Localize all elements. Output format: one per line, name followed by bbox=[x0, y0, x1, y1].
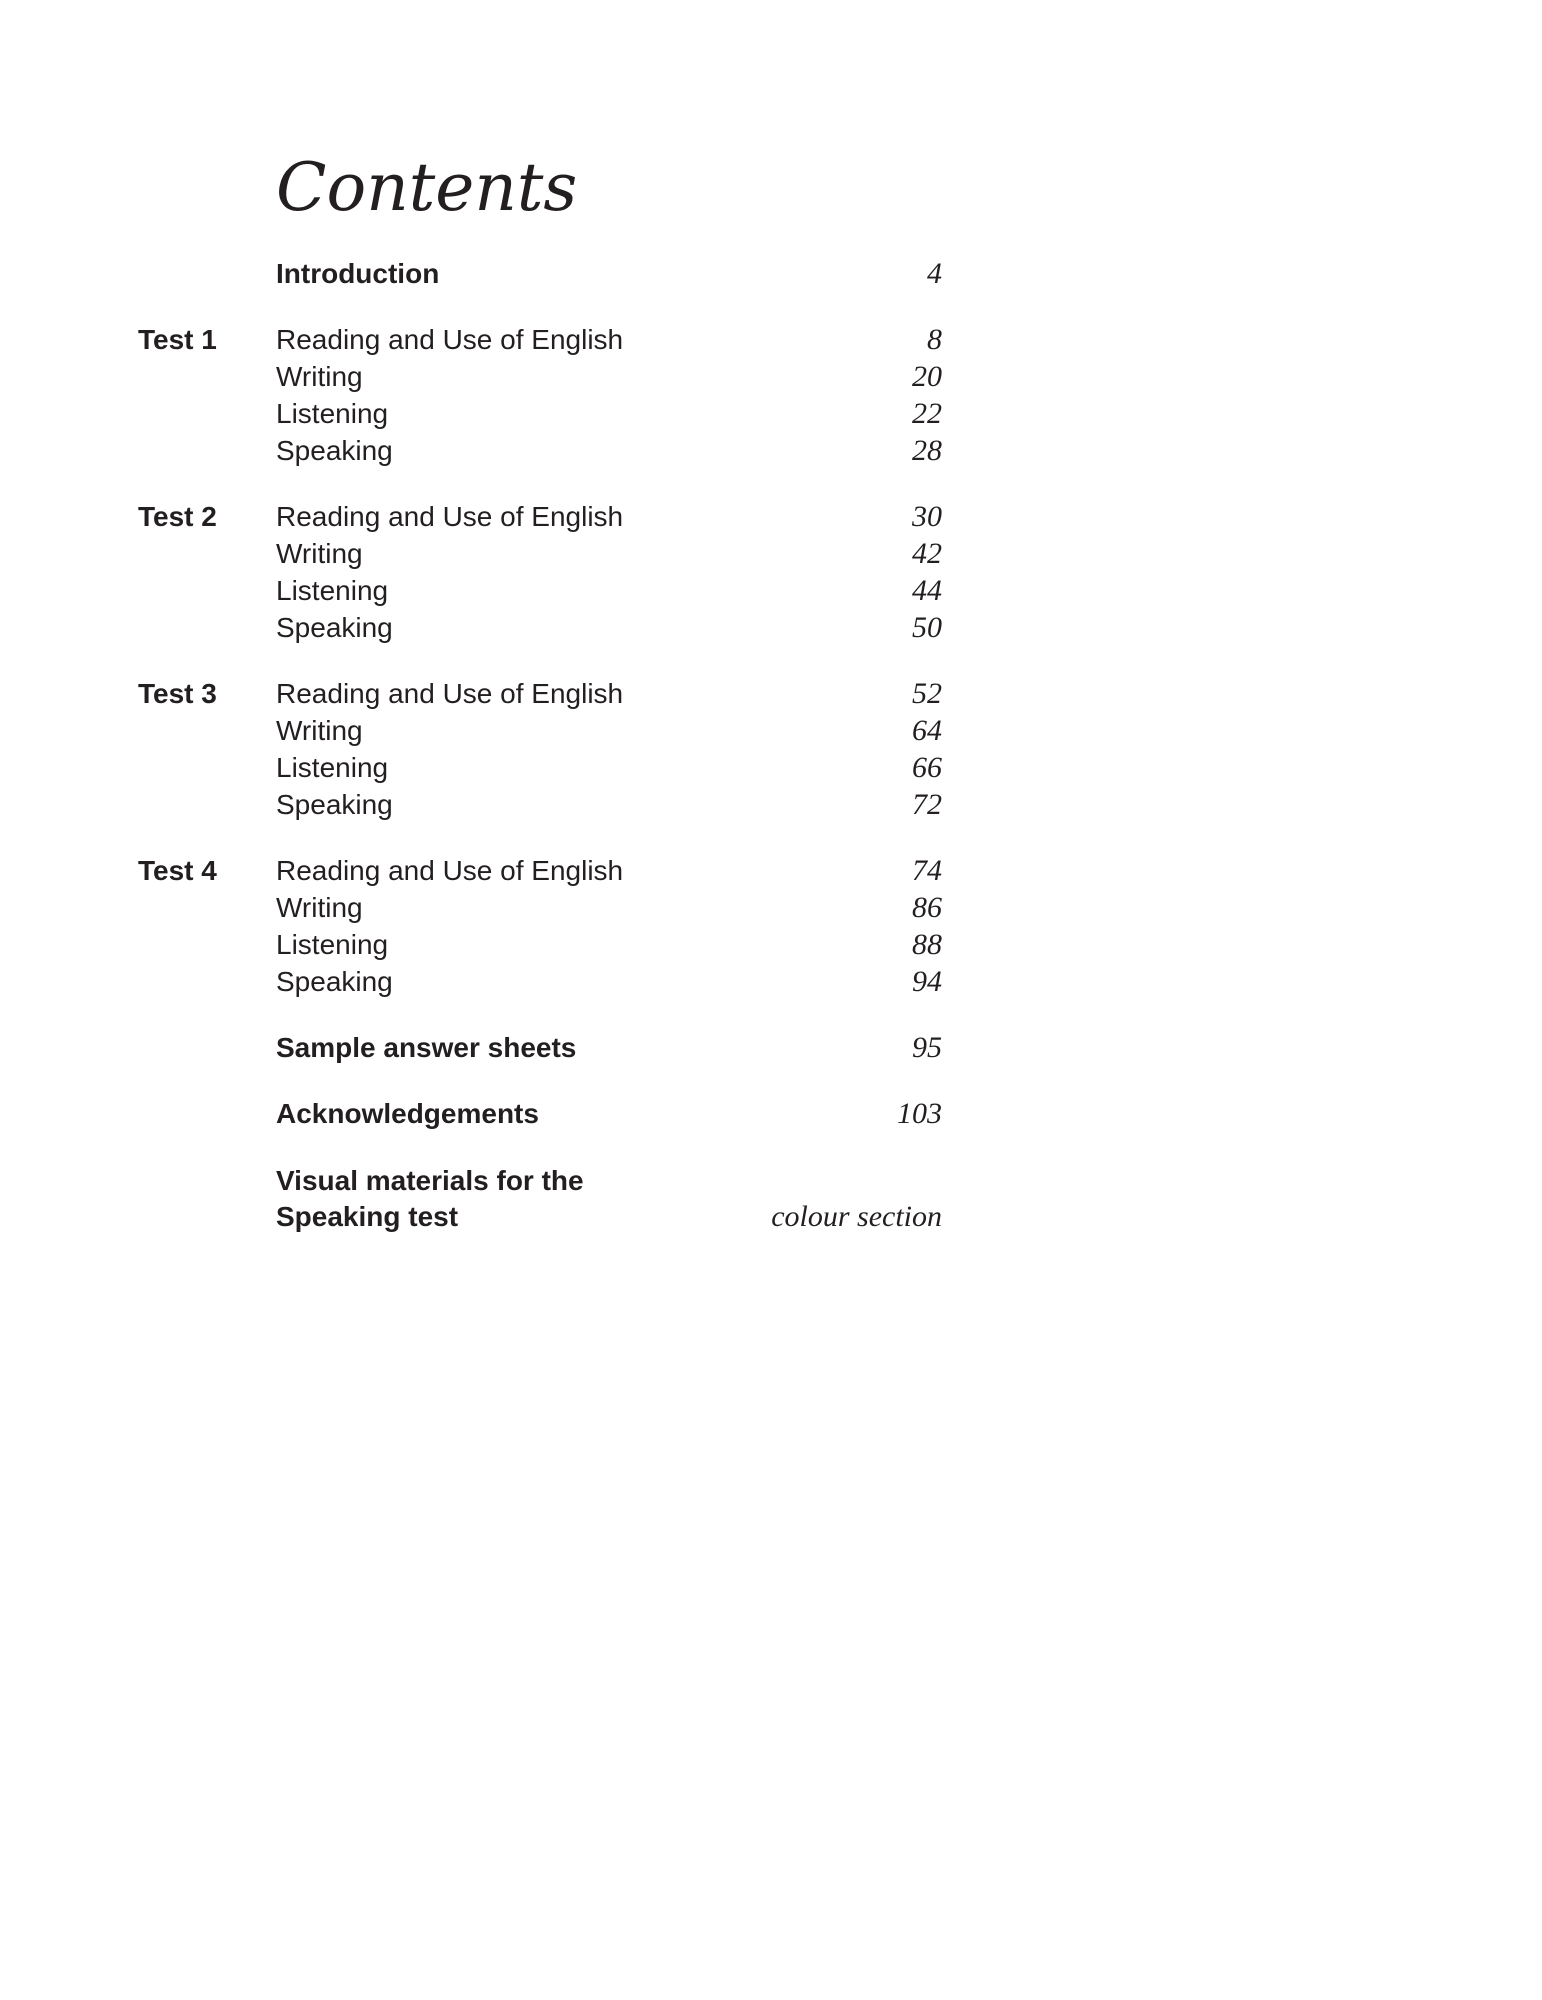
toc-page-test4-writing: 86 bbox=[912, 891, 942, 924]
toc-row-sample-answer-sheets bbox=[0, 1029, 1542, 1067]
toc-page-acknowledgements: 103 bbox=[897, 1097, 942, 1130]
toc-entry-test3-listening: Listening bbox=[276, 752, 389, 783]
toc-page-test2-reading: 30 bbox=[912, 500, 942, 533]
toc-entry-test1-listening: Listening bbox=[276, 398, 389, 429]
toc-page-test1-reading: 8 bbox=[927, 323, 942, 356]
toc-row-test4-speaking bbox=[0, 963, 1542, 1001]
toc-page-test4-listening: 88 bbox=[912, 928, 942, 961]
toc-entry-visual-materials-line1: Visual materials for the bbox=[276, 1165, 584, 1196]
toc-entry-test4-writing: Writing bbox=[276, 892, 363, 923]
toc-page-test3-writing: 64 bbox=[912, 714, 942, 747]
toc-page-test2-speaking: 50 bbox=[912, 611, 942, 644]
toc-entry-test2-speaking: Speaking bbox=[276, 612, 393, 643]
toc-row-test4-listening bbox=[0, 926, 1542, 964]
toc-entry-test4-speaking: Speaking bbox=[276, 966, 393, 997]
toc-entry-test1-writing: Writing bbox=[276, 361, 363, 392]
toc-row-test1-reading bbox=[0, 321, 1542, 359]
toc-row-test1-writing bbox=[0, 358, 1542, 396]
toc-page-test3-speaking: 72 bbox=[912, 788, 942, 821]
toc-entry-test2-reading: Reading and Use of English bbox=[276, 501, 624, 532]
page-title: Contents bbox=[276, 149, 578, 226]
toc-row-test1-speaking bbox=[0, 432, 1542, 470]
toc-row-test4-writing bbox=[0, 889, 1542, 927]
test-1-label: Test 1 bbox=[138, 324, 217, 355]
toc-page-test4-speaking: 94 bbox=[912, 965, 942, 998]
toc-row-test2-listening bbox=[0, 572, 1542, 610]
toc-page-test1-listening: 22 bbox=[912, 397, 942, 430]
toc-entry-test3-reading: Reading and Use of English bbox=[276, 678, 624, 709]
test-2-label: Test 2 bbox=[138, 501, 217, 532]
toc-page-test3-reading: 52 bbox=[912, 677, 942, 710]
toc-entry-visual-materials-line2: Speaking test bbox=[276, 1201, 459, 1232]
toc-entry-test3-writing: Writing bbox=[276, 715, 363, 746]
toc-entry-introduction: Introduction bbox=[276, 258, 440, 289]
toc-page-test2-listening: 44 bbox=[912, 574, 942, 607]
toc-entry-test2-writing: Writing bbox=[276, 538, 363, 569]
toc-row-test2-reading bbox=[0, 498, 1542, 536]
toc-entry-test2-listening: Listening bbox=[276, 575, 389, 606]
toc-row-test3-listening bbox=[0, 749, 1542, 787]
toc-page-visual-materials: colour section bbox=[771, 1200, 942, 1233]
toc-page-test3-listening: 66 bbox=[912, 751, 942, 784]
toc-page-test2-writing: 42 bbox=[912, 537, 942, 570]
toc-row-acknowledgements bbox=[0, 1095, 1542, 1133]
toc-row-test1-listening bbox=[0, 395, 1542, 433]
toc-page-introduction: 4 bbox=[927, 257, 942, 290]
test-4-label: Test 4 bbox=[138, 855, 217, 886]
toc-row-test2-writing bbox=[0, 535, 1542, 573]
toc-entry-acknowledgements: Acknowledgements bbox=[276, 1098, 539, 1129]
toc-row-test3-reading bbox=[0, 675, 1542, 713]
toc-entry-test1-speaking: Speaking bbox=[276, 435, 393, 466]
toc-row-test2-speaking bbox=[0, 609, 1542, 647]
toc-row-test3-writing bbox=[0, 712, 1542, 750]
toc-row-test4-reading bbox=[0, 852, 1542, 890]
test-3-label: Test 3 bbox=[138, 678, 217, 709]
toc-entry-test1-reading: Reading and Use of English bbox=[276, 324, 624, 355]
toc-entry-sample-answer-sheets: Sample answer sheets bbox=[276, 1032, 577, 1063]
toc-page-test4-reading: 74 bbox=[912, 854, 942, 887]
toc-entry-test4-listening: Listening bbox=[276, 929, 389, 960]
toc-entry-test4-reading: Reading and Use of English bbox=[276, 855, 624, 886]
toc-page-sample-answer-sheets: 95 bbox=[912, 1031, 942, 1064]
toc-entry-test3-speaking: Speaking bbox=[276, 789, 393, 820]
toc-page-test1-writing: 20 bbox=[912, 360, 942, 393]
toc-page-test1-speaking: 28 bbox=[912, 434, 942, 467]
toc-row-visual-materials bbox=[0, 1162, 1542, 1238]
toc-row-introduction bbox=[0, 255, 1542, 293]
toc-row-test3-speaking bbox=[0, 786, 1542, 824]
